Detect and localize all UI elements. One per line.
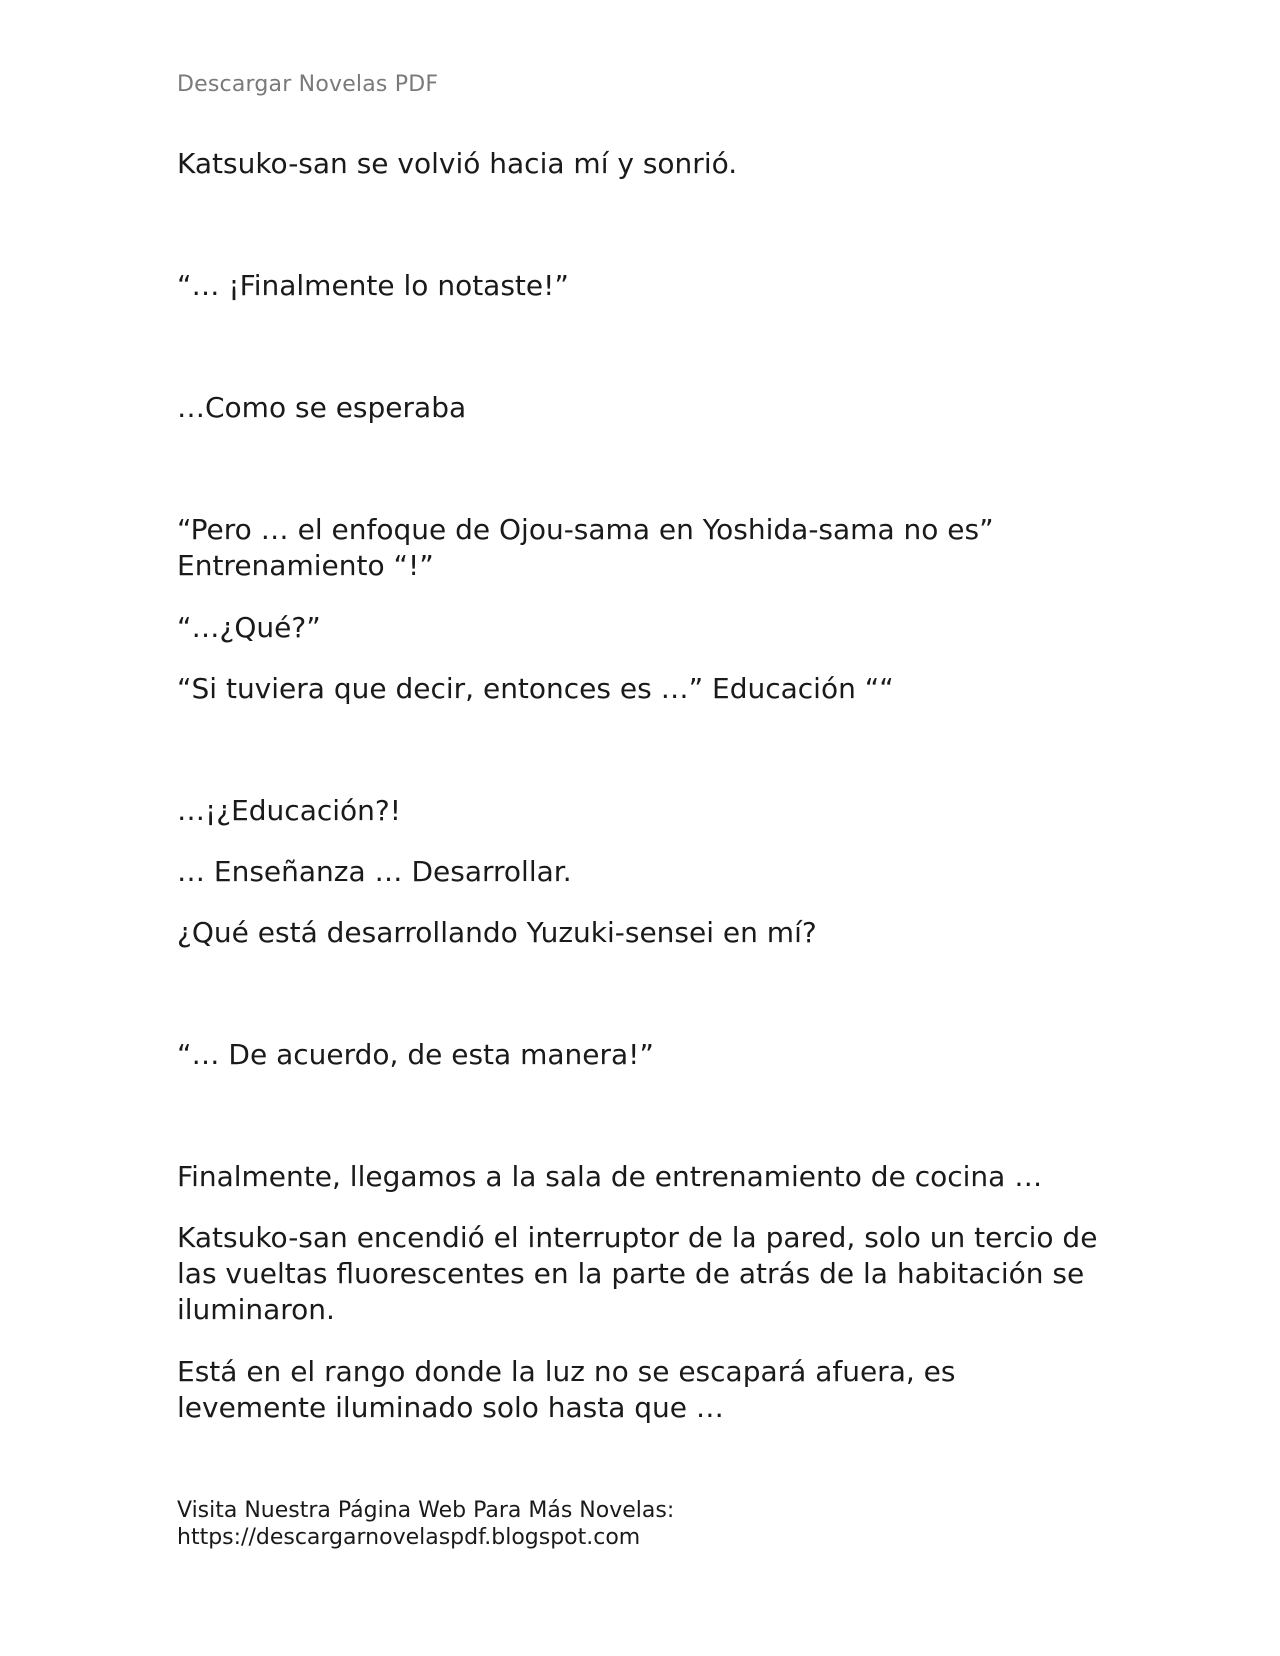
paragraph: … Enseñanza … Desarrollar. <box>177 855 572 888</box>
paragraph: “Si tuviera que decir, entonces es …” Educación ““ <box>177 672 894 705</box>
paragraph: Está en el rango donde la luz no se escapará afuera, es levemente iluminado solo hasta que … <box>177 1355 956 1424</box>
paragraph: ¿Qué está desarrollando Yuzuki-sensei en mí? <box>177 916 817 949</box>
paragraph: Katsuko-san encendió el interruptor de la pared, solo un tercio de las vueltas fluorescentes en la parte de atrás de la habitación se iluminaron. <box>177 1221 1098 1326</box>
paragraph: “…¿Qué?” <box>177 611 321 644</box>
paragraph: …Como se esperaba <box>177 391 467 424</box>
paragraph: “… De acuerdo, de esta manera!” <box>177 1038 654 1071</box>
page-header: Descargar Novelas PDF <box>177 72 439 97</box>
footer-text: Visita Nuestra Página Web Para Más Novelas: <box>177 1498 675 1523</box>
paragraph: Katsuko-san se volvió hacia mí y sonrió. <box>177 147 738 180</box>
paragraph: …¡¿Educación?! <box>177 794 401 827</box>
page-footer <box>177 1497 674 1551</box>
paragraph: Finalmente, llegamos a la sala de entrenamiento de cocina … <box>177 1160 1043 1193</box>
paragraph: “Pero … el enfoque de Ojou-sama en Yoshida-sama no es” Entrenamiento “!” <box>177 513 994 582</box>
footer-link[interactable]: https://descargarnovelaspdf.blogspot.com <box>177 1525 641 1550</box>
paragraph: “… ¡Finalmente lo notaste!” <box>177 269 569 302</box>
